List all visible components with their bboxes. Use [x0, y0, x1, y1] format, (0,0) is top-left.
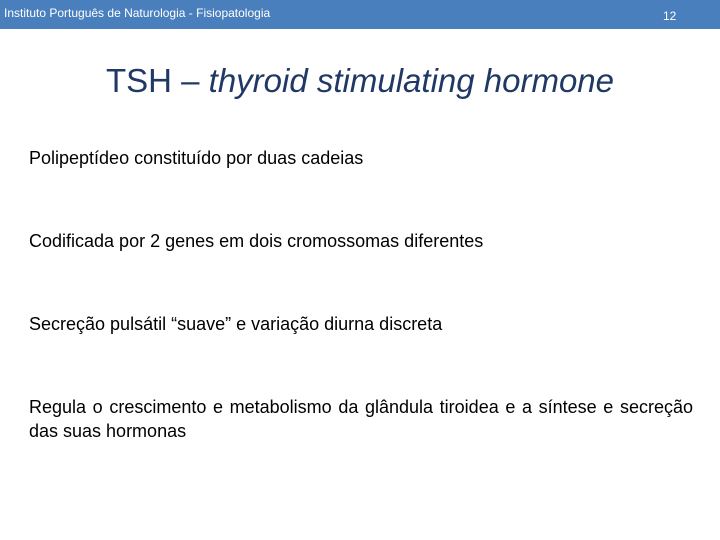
header-title: Instituto Português de Naturologia - Fisiopatologia [4, 6, 271, 20]
slide-title-italic: thyroid stimulating hormone [208, 62, 615, 99]
bullet-item: Codificada por 2 genes em dois cromossomas diferentes [29, 231, 484, 251]
header-bar [0, 0, 720, 29]
bullet-item: Regula o crescimento e metabolismo da glândula tiroidea e a síntese e secreção das suas hormonas [29, 397, 693, 441]
slide-title-prefix: TSH – [105, 62, 209, 99]
bullet-item: Polipeptídeo constituído por duas cadeias [29, 148, 364, 168]
page-number: 12 [663, 9, 677, 23]
bullet-item: Secreção pulsátil “suave” e variação diurna discreta [29, 314, 443, 334]
slide-title [0, 62, 720, 100]
